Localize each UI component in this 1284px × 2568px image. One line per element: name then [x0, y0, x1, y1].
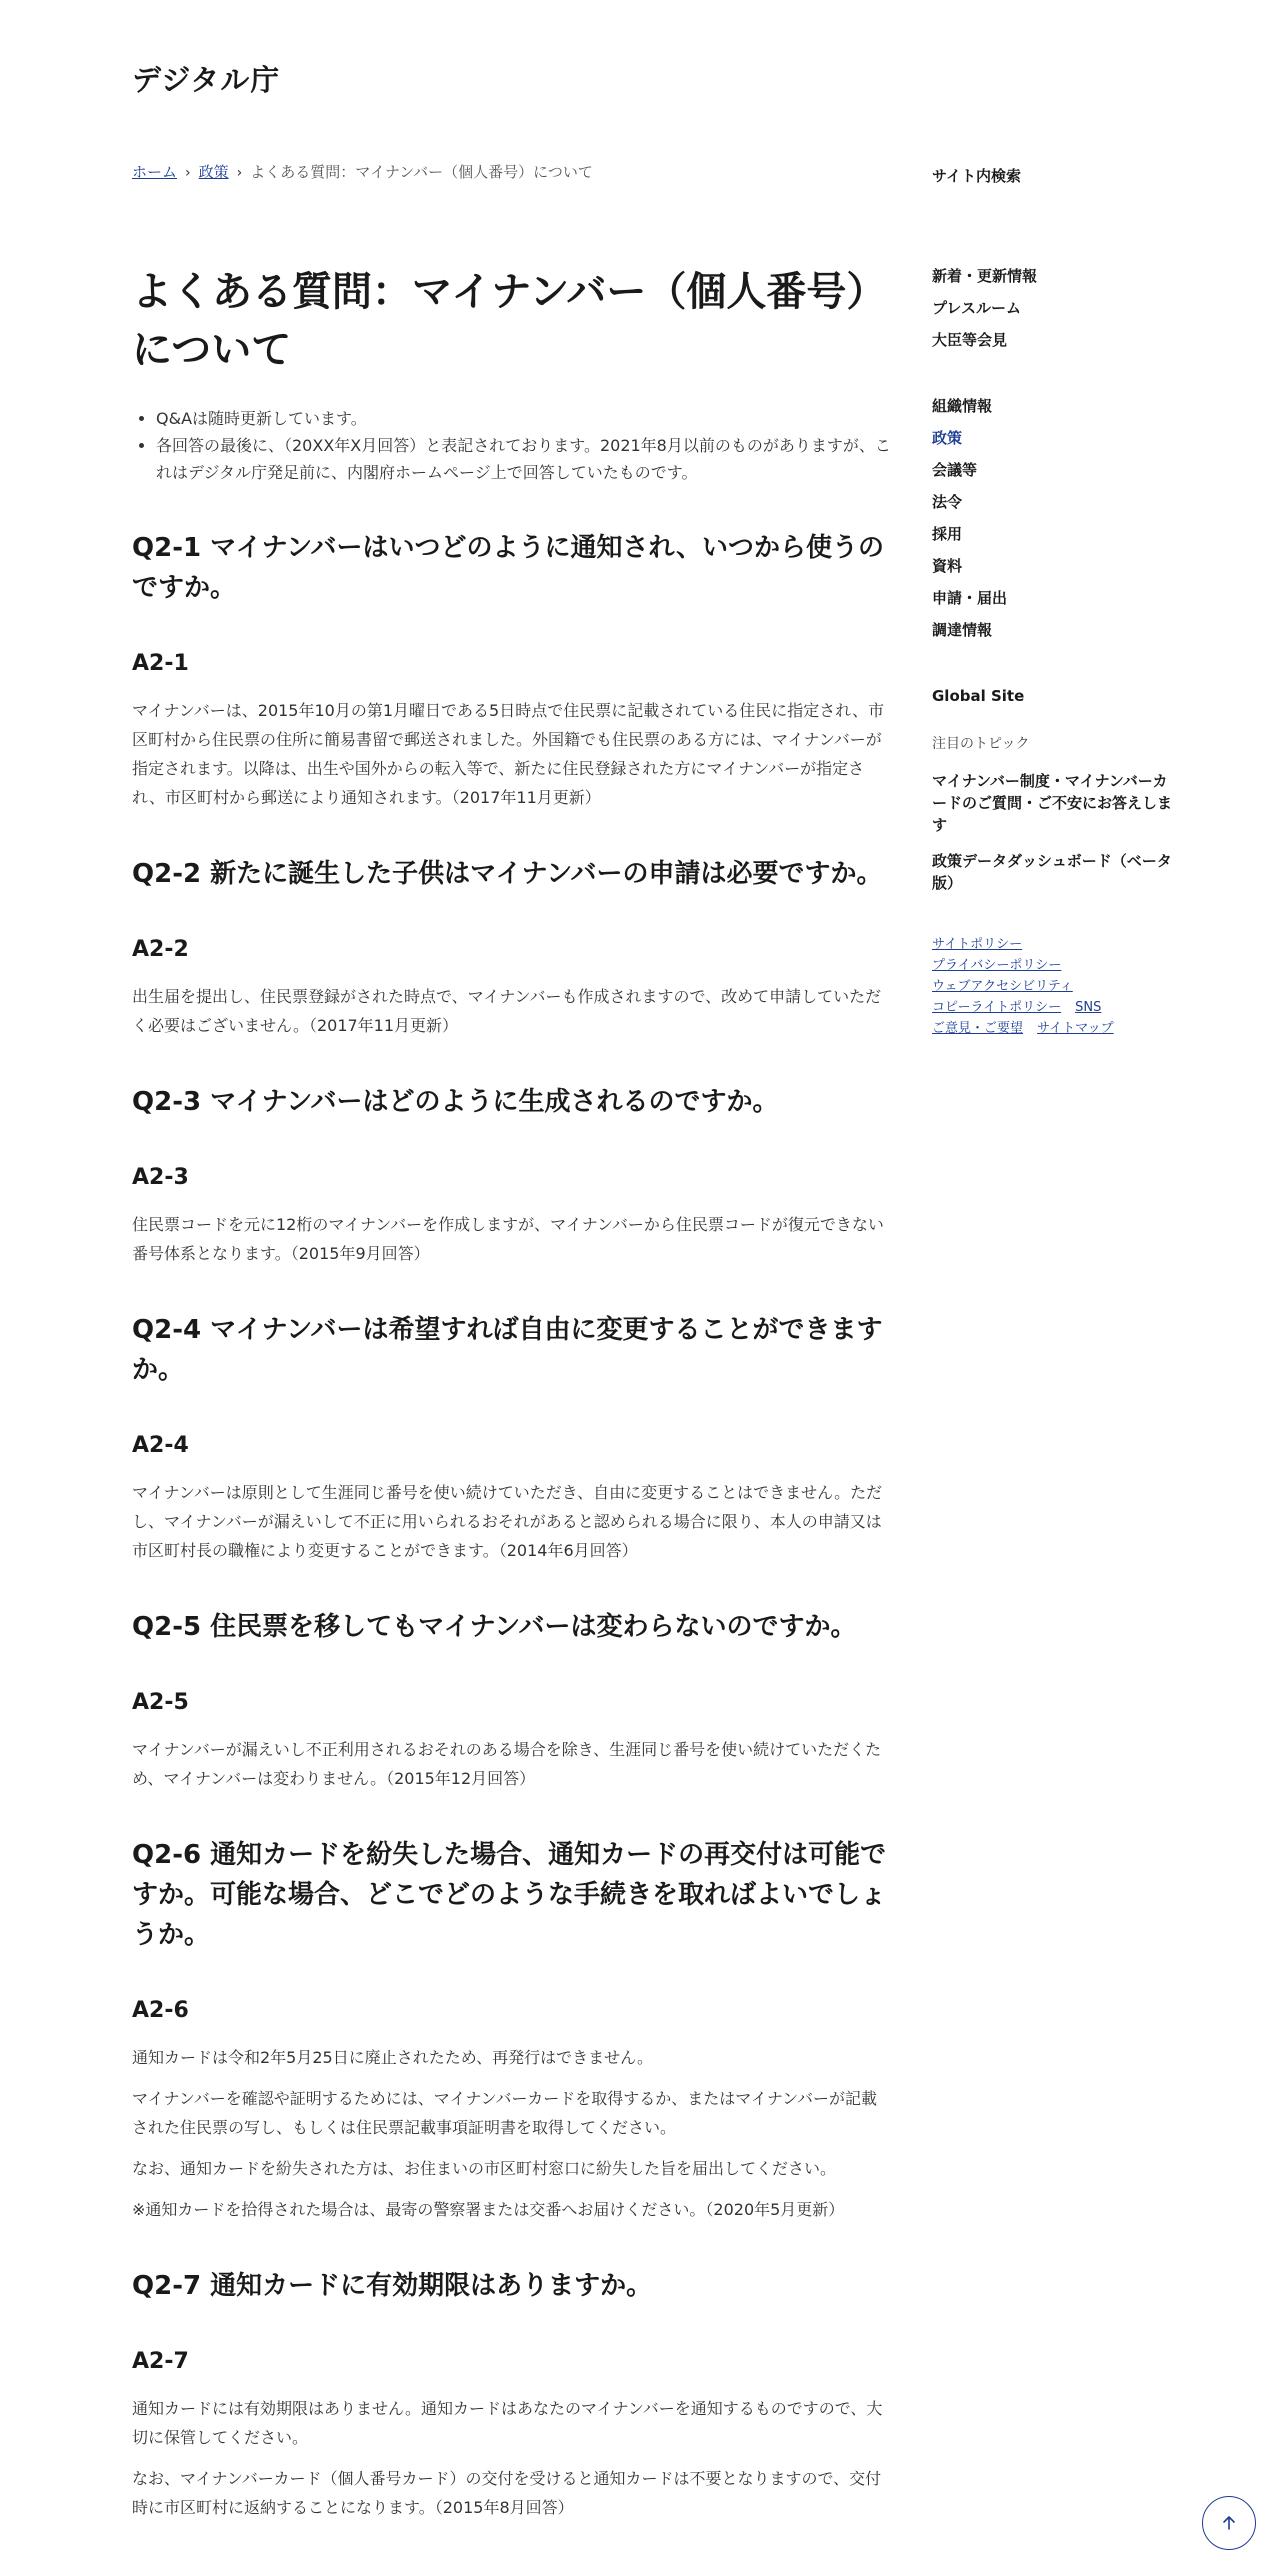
- faq-answer-text: ※通知カードを拾得された場合は、最寄の警察署または交番へお届けください。（2020年5月更新）: [132, 2200, 845, 2219]
- faq-answer-heading: A2-2: [132, 937, 189, 962]
- faq-answer-text: 住民票コードを元に12桁のマイナンバーを作成しますが、マイナンバーから住民票コードが復元できない番号体系となります。（2015年9月回答）: [132, 1215, 884, 1263]
- topics-label: 注目のトピック: [932, 736, 1030, 752]
- sidebar-item-procurement[interactable]: 調達情報: [932, 621, 993, 639]
- faq-answer-text: マイナンバーは原則として生涯同じ番号を使い続けていただき、自由に変更することはできません。ただし、マイナンバーが漏えいして不正に用いられるおそれがあると認められる場合に限り、本人の申請又は市区町村長の職権により変更することができます。（2014年6月回答）: [132, 1483, 883, 1560]
- breadcrumb: [132, 160, 892, 185]
- chevron-right-icon: ›: [236, 165, 243, 181]
- sidebar-item-press[interactable]: プレスルーム: [932, 299, 1021, 317]
- faq-question: Q2-4 マイナンバーは希望すれば自由に変更することができますか。: [132, 1315, 883, 1385]
- faq-answer-text: なお、通知カードを紛失された方は、お住まいの市区町村窓口に紛失した旨を届出してください。: [132, 2159, 837, 2178]
- sidebar-item-policy[interactable]: 政策: [932, 429, 963, 447]
- sidebar-item-applications[interactable]: 申請・届出: [932, 589, 1008, 607]
- faq-answer-text: なお、マイナンバーカード（個人番号カード）の交付を受けると通知カードは不要となりますので、交付時に市区町村に返納することになります。（2015年8月回答）: [132, 2469, 882, 2517]
- link-sns[interactable]: SNS: [1075, 1000, 1102, 1015]
- footer-links: [932, 934, 1172, 1039]
- page-notes: [132, 405, 892, 486]
- page-title: よくある質問：マイナンバー（個人番号）について: [132, 269, 887, 373]
- faq-answer-text: 通知カードは令和2年5月25日に廃止されたため、再発行はできません。: [132, 2048, 654, 2067]
- topic-link-mynumber[interactable]: マイナンバー制度・マイナンバーカードのご質問・ご不安にお答えします: [932, 772, 1173, 834]
- link-accessibility[interactable]: ウェブアクセシビリティ: [932, 979, 1073, 994]
- faq-answer-text: マイナンバーを確認や証明するためには、マイナンバーカードを取得するか、またはマイナンバーが記載された住民票の写し、もしくは住民票記載事項証明書を取得してください。: [132, 2089, 877, 2137]
- faq-list: [132, 528, 892, 2522]
- global-site-link[interactable]: Global Site: [932, 687, 1025, 705]
- faq-question: Q2-3 マイナンバーはどのように生成されるのですか。: [132, 1087, 779, 1117]
- topic-link-dashboard[interactable]: 政策データダッシュボード（ベータ版）: [932, 852, 1172, 892]
- faq-question: Q2-6 通知カードを紛失した場合、通知カードの再交付は可能ですか。可能な場合、どこでどのような手続きを取ればよいでしょうか。: [132, 1840, 887, 1950]
- sidebar-item-meetings[interactable]: 会議等: [932, 461, 978, 479]
- breadcrumb-home[interactable]: ホーム: [132, 163, 178, 181]
- faq-question: Q2-5 住民票を移してもマイナンバーは変わらないのですか。: [132, 1612, 857, 1642]
- faq-answer-heading: A2-4: [132, 1433, 189, 1458]
- note-item: • 各回答の最後に、（20XX年X月回答）と表記されております。2021年8月以前のものがありますが、これはデジタル庁発足前に、内閣府ホームページ上で回答していたものです。: [156, 432, 892, 486]
- sidebar: [932, 160, 1172, 1039]
- faq-answer-heading: A2-7: [132, 2349, 189, 2374]
- breadcrumb-current: よくある質問：マイナンバー（個人番号）について: [250, 163, 593, 181]
- faq-answer-text: マイナンバーは、2015年10月の第1月曜日である5日時点で住民票に記載されている住民に指定され、市区町村から住民票の住所に簡易書留で郵送されました。外国籍でも住民票のある方には、マイナンバーが指定されます。以降は、出生や国外からの転入等で、新たに住民登録された方にマイナンバーが指定され、市区町村から郵送により通知されます。（2017年11月更新）: [132, 701, 885, 807]
- faq-answer-text: 通知カードには有効期限はありません。通知カードはあなたのマイナンバーを通知するものですので、大切に保管してください。: [132, 2399, 883, 2447]
- site-logo[interactable]: デジタル庁: [132, 63, 281, 97]
- sidebar-item-organization[interactable]: 組織情報: [932, 397, 993, 415]
- chevron-right-icon: ›: [185, 165, 191, 181]
- main-content: [132, 160, 892, 2522]
- breadcrumb-policy[interactable]: 政策: [198, 163, 229, 181]
- link-site-policy[interactable]: サイトポリシー: [932, 937, 1023, 952]
- faq-answer-heading: A2-6: [132, 1998, 189, 2023]
- sidebar-item-conference[interactable]: 大臣等会見: [932, 331, 1008, 349]
- faq-question: Q2-7 通知カードに有効期限はありますか。: [132, 2271, 653, 2301]
- link-copyright-policy[interactable]: コピーライトポリシー: [932, 1000, 1062, 1015]
- faq-answer-text: 出生届を提出し、住民票登録がされた時点で、マイナンバーも作成されますので、改めて申請していただく必要はございません。（2017年11月更新）: [132, 987, 882, 1035]
- arrow-up-icon: [1220, 2514, 1238, 2532]
- sidebar-item-news[interactable]: 新着・更新情報: [932, 267, 1038, 285]
- back-to-top-button[interactable]: [1202, 2496, 1256, 2550]
- faq-answer-heading: A2-3: [132, 1165, 189, 1190]
- faq-answer-text: マイナンバーが漏えいし不正利用されるおそれのある場合を除き、生涯同じ番号を使い続けていただくため、マイナンバーは変わりません。（2015年12月回答）: [132, 1740, 882, 1788]
- faq-question: Q2-2 新たに誕生した子供はマイナンバーの申請は必要ですか。: [132, 859, 883, 889]
- link-feedback[interactable]: ご意見・ご要望: [932, 1021, 1024, 1036]
- sidebar-item-recruit[interactable]: 採用: [932, 525, 963, 543]
- link-privacy-policy[interactable]: プライバシーポリシー: [932, 958, 1062, 973]
- link-sitemap[interactable]: サイトマップ: [1037, 1021, 1114, 1036]
- sidebar-item-laws[interactable]: 法令: [932, 493, 963, 511]
- sidebar-item-documents[interactable]: 資料: [932, 557, 963, 575]
- faq-question: Q2-1 マイナンバーはいつどのように通知され、いつから使うのですか。: [132, 533, 885, 603]
- faq-answer-heading: A2-1: [132, 651, 189, 676]
- site-search-link[interactable]: サイト内検索: [932, 167, 1021, 185]
- faq-answer-heading: A2-5: [132, 1690, 189, 1715]
- note-item: • Q&Aは随時更新しています。: [156, 405, 892, 432]
